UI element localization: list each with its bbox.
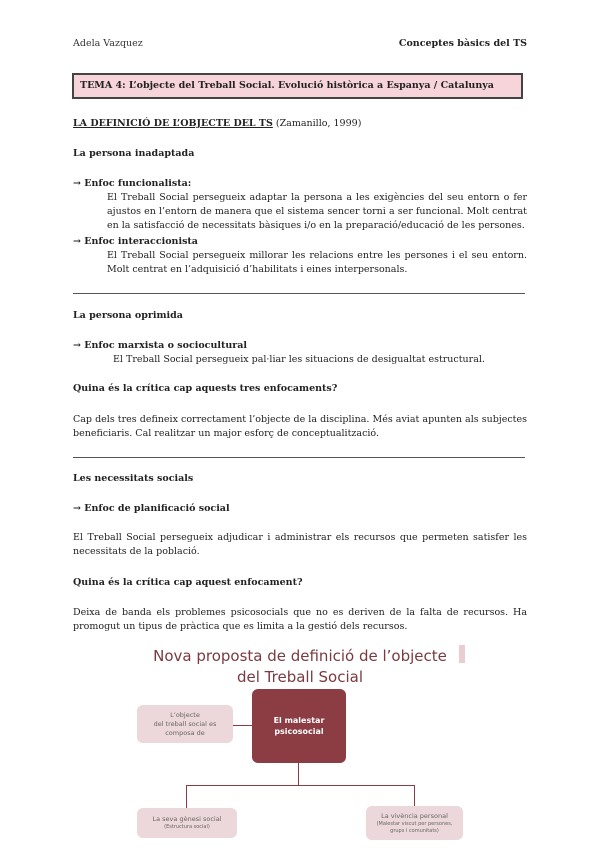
critica-tres-title: Quina és la crítica cap aquests tres enfocaments? — [73, 383, 338, 394]
divider — [73, 457, 525, 458]
bottom-left-label: La seva gènesi social — [152, 815, 222, 823]
definicio-title: LA DEFINICIÓ DE L’OBJECTE DEL TS — [73, 118, 273, 129]
connector-horizontal — [186, 785, 415, 786]
connector-bottom-left — [186, 785, 187, 808]
figure-accent-tab — [459, 645, 465, 663]
enfoc-planificacio-title: → Enfoc de planificació social — [73, 503, 230, 514]
figure-title: Nova proposta de definició de l’objecte del Treball Social — [153, 647, 447, 686]
divider — [73, 293, 525, 294]
bottom-left-sub: (Estructura social) — [164, 824, 210, 830]
enfoc-funcionalista-text: El Treball Social persegueix adaptar la persona a les exigències del seu entorn o fer ajustos en l’entorn de manera que el sistema sencer torni a ser funcional. Molt centrat en la satisfacció de necessitats bàsiques i/o en la preparació/educació de les persones. — [107, 192, 527, 231]
tema-title-box: TEMA 4: L’objecte del Treball Social. Evolució històrica a Espanya / Catalunya — [72, 73, 523, 99]
definicio-source: (Zamanillo, 1999) — [272, 118, 362, 129]
center-node-malestar — [252, 689, 346, 763]
left-node-line3: composa de — [165, 728, 205, 737]
enfoc-funcionalista-title: → Enfoc funcionalista: — [73, 178, 192, 189]
critica-planificacio-title: Quina és la crítica cap aquest enfocament? — [73, 577, 303, 588]
enfoc-marxista-text: El Treball Social persegueix pal·liar les situacions de desigualtat estructural. — [113, 354, 485, 365]
connector-left — [233, 725, 252, 726]
bottom-left-node-genesi — [137, 808, 237, 838]
critica-tres-text: Cap dels tres defineix correctament l’objecte de la disciplina. Més aviat apunten als subjectes beneficiaris. Cal realitzar un major esforç de conceptualització. — [73, 414, 527, 439]
critica-planificacio-text: Deixa de banda els problemes psicosocials que no es deriven de la falta de recursos. Ha promogut un tipus de pràctica que es limita a la gestió dels recursos. — [73, 607, 527, 632]
header-subject: Conceptes bàsics del TS — [398, 38, 527, 49]
persona-oprimida-title: La persona oprimida — [73, 310, 183, 321]
bottom-right-sub: (Malestar viscut per persones, grups i comunitats) — [376, 820, 453, 834]
enfoc-planificacio-text: El Treball Social persegueix adjudicar i administrar els recursos que permeten satisfer les necessitats de la població. — [73, 532, 527, 557]
header-author: Adela Vazquez — [73, 38, 143, 49]
connector-down — [298, 763, 299, 785]
bottom-right-node-vivencia — [366, 806, 463, 840]
bottom-right-label: La vivència personal — [381, 811, 448, 820]
center-node-label: El malestar psicosocial — [273, 716, 325, 736]
persona-inadaptada-title: La persona inadaptada — [73, 148, 195, 159]
enfoc-interaccionista-text: El Treball Social persegueix millorar les relacions entre les persones i el seu entorn. Molt centrat en l’adquisició d’habilitats i eines interpersonals. — [107, 250, 527, 275]
definicio-heading — [73, 117, 527, 131]
left-node-line1: L’objecte — [170, 710, 200, 719]
enfoc-marxista-title: → Enfoc marxista o sociocultural — [73, 340, 248, 351]
left-node-objecte — [137, 705, 233, 743]
enfoc-interaccionista-title: → Enfoc interaccionista — [73, 236, 198, 247]
necessitats-title: Les necessitats socials — [73, 473, 194, 484]
connector-bottom-right — [414, 785, 415, 806]
left-node-line2: del treball social es — [153, 719, 217, 728]
